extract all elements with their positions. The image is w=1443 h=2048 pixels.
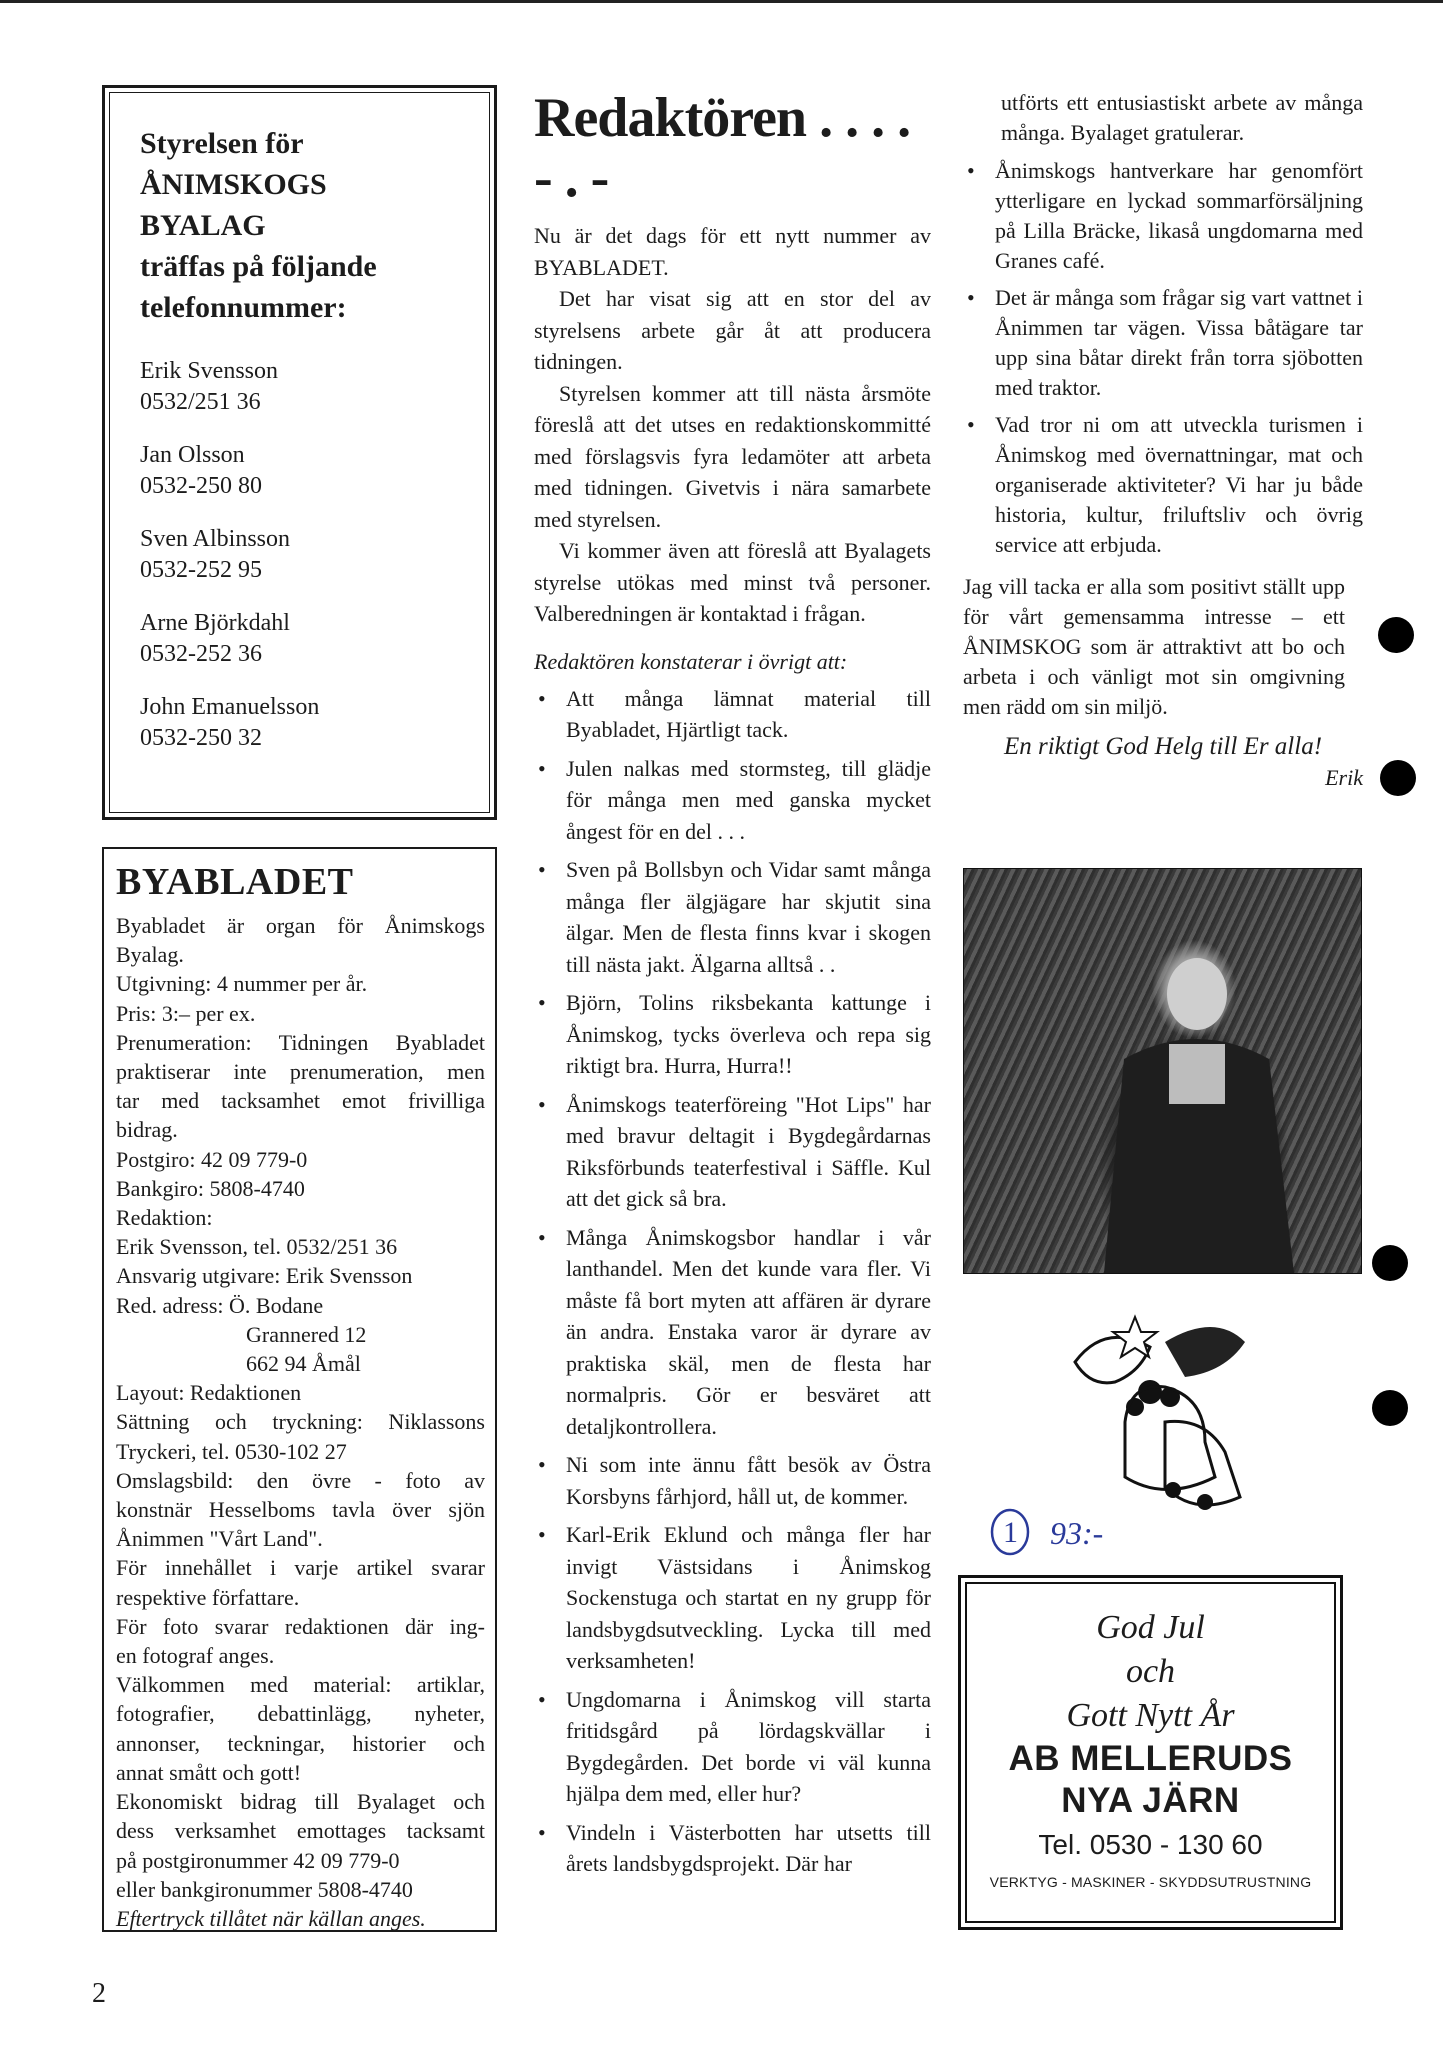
editor-subheading: Redaktören konstaterar i övrigt att:: [534, 648, 848, 674]
board-title-line: Styrelsen för: [140, 127, 304, 160]
info-line: Pris: 3:– per ex.: [116, 1000, 256, 1026]
contact-entry: [140, 356, 467, 418]
contact-entry: [140, 524, 467, 586]
info-line: 662 94 Åmål: [246, 1351, 361, 1377]
holiday-greeting: En riktigt God Helg till Er alla!: [1003, 733, 1323, 760]
contact-entry: [140, 692, 467, 754]
info-line: praktiserar inte prenumeration, men: [116, 1059, 485, 1085]
info-line: Bankgiro: 5808-4740: [116, 1175, 305, 1201]
info-line: Postgiro: 42 09 779-0: [116, 1146, 308, 1172]
closing-paragraph: Jag vill tacka er alla som positivt ställt upp för vårt gemensamma intresse – ett ÅNIMSKOG som är attraktivt att bo och arbeta i och vänligt mot sin omgivning men rädd om sin miljö.: [963, 574, 1345, 719]
contact-name: Arne Björkdahl: [140, 610, 290, 636]
info-line: Prenumeration: Tidningen Byabladet: [116, 1029, 485, 1055]
info-line: Sättning och tryckning: Niklassons: [116, 1409, 485, 1435]
photo-figure-illustration: [964, 869, 1361, 1273]
list-item: • Att många lämnat material till Byabladet, Hjärtligt tack.: [534, 683, 931, 746]
contact-entry: [140, 608, 467, 670]
info-line: tar med tacksamhet emot frivilliga: [116, 1088, 485, 1114]
info-line: på postgironummer 42 09 779-0: [116, 1847, 400, 1873]
page-number: 2: [92, 1978, 106, 2009]
board-title: [140, 123, 467, 328]
byabladet-info-box: [102, 847, 497, 1932]
info-line: Byalag.: [116, 942, 184, 968]
editor-paragraph: Det har visat sig att en stor del av styrelsens arbete går åt att producera tidningen.: [534, 286, 931, 374]
list-item: • Sven på Bollsbyn och Vidar samt många många fler älgjägare har skjutit sina älgar. Men de flesta finns kvar i skogen till nästa jakt. Älgarna alltså . .: [534, 854, 931, 980]
list-item: • Ungdomarna i Ånimskog vill starta fritidsgård på lördagskvällar i Bygdegården. Det borde vi väl kunna hjälpa dem med, eller hur?: [534, 1684, 931, 1810]
reprint-notice: Eftertryck tillåtet när källan anges.: [116, 1905, 426, 1931]
list-item: • Karl-Erik Eklund och många fler har invigt Västsidans i Ånimskog Sockenstuga och startat en ny grupp för landsbygdsutveckling. Lycka till med verksamheten!: [534, 1519, 931, 1677]
ad-greeting-line: Gott Nytt År: [1066, 1697, 1235, 1734]
right-bullet-list: [963, 156, 1363, 560]
info-line: För innehållet i varje artikel svarar: [116, 1555, 485, 1581]
ad-greeting-line: och: [1125, 1653, 1176, 1690]
board-contacts-inner: [109, 92, 490, 813]
top-border-line: [0, 0, 1443, 3]
punch-hole: [1380, 760, 1416, 796]
handwritten-price: 93:-: [1050, 1515, 1104, 1551]
contact-name: John Emanuelsson: [140, 694, 320, 720]
info-line: bidrag.: [116, 1117, 178, 1143]
contact-entry: [140, 440, 467, 502]
ad-tagline: VERKTYG - MASKINER - SKYDDSUTRUSTNING: [989, 1874, 1312, 1890]
info-line: Tryckeri, tel. 0530-102 27: [116, 1438, 347, 1464]
right-column: [963, 88, 1363, 792]
list-item: • Ånimskogs teaterföreing "Hot Lips" har med bravur deltagit i Bygdegårdarnas Riksförbunds teaterfestival i Säffle. Kul att det gick så bra.: [534, 1089, 931, 1215]
info-line: annat smått och gott!: [116, 1759, 302, 1785]
info-line: en fotograf anges.: [116, 1643, 275, 1669]
handwritten-note: [988, 1502, 1188, 1562]
list-item: • Julen nalkas med stormsteg, till glädje för många men med ganska mycket ångest för en del . . .: [534, 753, 931, 848]
christmas-bell-icon: [1055, 1302, 1255, 1517]
contact-name: Erik Svensson: [140, 358, 278, 384]
info-line: Redaktion:: [116, 1205, 213, 1231]
editor-paragraph: Vi kommer även att föreslå att Byalagets styrelse utökas med minst två personer. Valberedningen är kontaktad i frågan.: [534, 538, 931, 626]
list-item: • Det är många som frågar sig vart vattnet i Ånimmen tar vägen. Vissa båtägare tar upp sina båtar direkt från torra sjöbotten med traktor.: [963, 283, 1363, 403]
info-line: Erik Svensson, tel. 0532/251 36: [116, 1234, 398, 1260]
info-line: Ånimmen "Vårt Land".: [116, 1526, 323, 1552]
editor-photo: [963, 868, 1362, 1274]
info-line: annonser, teckningar, historier och: [116, 1730, 485, 1756]
contact-name: Sven Albinsson: [140, 526, 291, 552]
advertisement-inner: [965, 1582, 1336, 1923]
info-line: konstnär Hesselboms tavla över sjön: [116, 1497, 485, 1523]
info-line: Grannered 12: [246, 1321, 367, 1347]
list-item: • Ånimskogs hantverkare har genomfört ytterligare en lyckad sommarförsäljning på Lilla Bräcke, likaså ungdomarna med Granes café.: [963, 156, 1363, 276]
contact-phone: 0532-252 95: [140, 557, 262, 583]
contact-phone: 0532-250 32: [140, 725, 262, 751]
info-line: För foto svarar redaktionen där ing-: [116, 1613, 485, 1639]
ad-telephone: Tel. 0530 - 130 60: [1038, 1829, 1263, 1860]
ad-company-name: NYA JÄRN: [1061, 1781, 1240, 1820]
list-item: • Vad tror ni om att utveckla turismen i Ånimskog med övernattningar, mat och organiserade aktiviteter? Vi har ju både historia, kultur, friluftsliv och övrig service att erbjuda.: [963, 410, 1363, 560]
info-line: Utgivning: 4 nummer per år.: [116, 971, 368, 997]
advertisement-box: [958, 1575, 1343, 1930]
punch-hole: [1378, 617, 1414, 653]
info-line: eller bankgironummer 5808-4740: [116, 1876, 413, 1902]
editor-heading: Redaktören . . . . - . -: [534, 87, 911, 209]
editor-paragraph: Nu är det dags för ett nytt nummer av BYABLADET.: [534, 223, 931, 280]
info-line: respektive författare.: [116, 1584, 300, 1610]
info-line: Välkommen med material: artiklar,: [116, 1672, 485, 1698]
info-line: Ansvarig utgivare: Erik Svensson: [116, 1263, 413, 1289]
info-line: Byabladet är organ för Ånimskogs: [116, 913, 485, 938]
handwritten-circled-number: 1: [1003, 1516, 1018, 1549]
list-item: • Ni som inte ännu fått besök av Östra Korsbyns fårhjord, håll ut, de kommer.: [534, 1449, 931, 1512]
info-line: Layout: Redaktionen: [116, 1380, 302, 1406]
punch-hole: [1372, 1390, 1408, 1426]
info-line: Red. adress: Ö. Bodane: [116, 1292, 324, 1318]
info-line: dess verksamhet emottages tacksamt: [116, 1818, 485, 1844]
contact-phone: 0532/251 36: [140, 389, 261, 415]
contact-phone: 0532-250 80: [140, 473, 262, 499]
ad-greeting-line: God Jul: [1096, 1609, 1205, 1646]
info-line: Ekonomiskt bidrag till Byalaget och: [116, 1789, 485, 1815]
list-item: • Många Ånimskogsbor handlar i vår lanthandel. Men det kunde vara fler. Vi måste få bort myten att affären är dyrare än andra. Enstaka varor är dyrare av praktiska skäl, men de flesta har normalpris. Gör er besväret att detaljkontrollera.: [534, 1222, 931, 1443]
contact-name: Jan Olsson: [140, 442, 245, 468]
continued-text: utförts ett entusiastiskt arbete av många många. Byalaget gratulerar.: [1001, 90, 1363, 145]
info-line: fotografier, debattinlägg, nyheter,: [116, 1701, 485, 1727]
editor-column: [534, 88, 931, 1887]
signature: Erik: [1325, 765, 1363, 790]
list-item: • Vindeln i Västerbotten har utsetts till årets landsbygdsprojekt. Där har: [534, 1817, 931, 1880]
punch-hole: [1372, 1245, 1408, 1281]
byabladet-title: BYABLADET: [116, 861, 354, 903]
board-title-line: ÅNIMSKOGS: [140, 168, 327, 201]
editor-paragraph: Styrelsen kommer att till nästa årsmöte föreslå att det utses en redaktionskommitté med förslagsvis fyra ledamöter att arbeta med tidningen. Givetvis i nära samarbete med styrelsen.: [534, 380, 931, 532]
ad-company-name: AB MELLERUDS: [1008, 1739, 1293, 1778]
editor-bullet-list: [534, 683, 931, 1880]
contact-phone: 0532-252 36: [140, 641, 262, 667]
board-title-line: träffas på följande: [140, 250, 377, 283]
board-contacts-box: [102, 85, 497, 820]
board-title-line: telefonnummer:: [140, 291, 347, 324]
info-line: Omslagsbild: den övre - foto av: [116, 1467, 485, 1493]
board-title-line: BYALAG: [140, 209, 266, 242]
list-item: • Björn, Tolins riksbekanta kattunge i Ånimskog, tycks överleva och repa sig riktigt bra. Hurra, Hurra!!: [534, 987, 931, 1082]
